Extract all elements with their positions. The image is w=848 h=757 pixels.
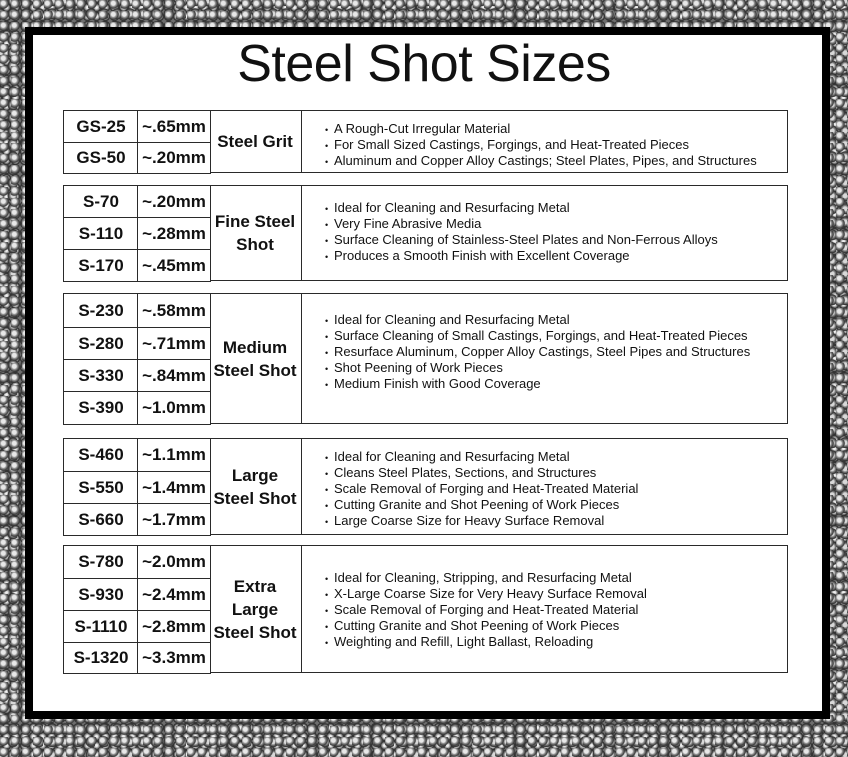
shot-size: ~.65mm [142,116,206,136]
shot-size: ~.20mm [142,148,206,167]
shot-size: ~.71mm [142,333,206,353]
size-cell [137,578,211,611]
code-cell [63,359,138,392]
category-label: Large Steel Shot [213,465,297,508]
code-cell [63,642,138,674]
size-cell [137,293,211,328]
code-cell [63,217,138,250]
code-cell [63,578,138,611]
shot-size: ~1.0mm [142,398,206,417]
shot-size: ~1.4mm [142,477,206,497]
size-group [63,293,788,424]
category-cell [210,438,302,535]
shot-size: ~.20mm [142,191,206,211]
code-cell [63,327,138,360]
feature-item: • Very Fine Abrasive Media [325,216,718,232]
shot-code: GS-50 [76,148,126,167]
shot-code: S-550 [78,477,124,497]
shot-size: ~2.4mm [142,584,206,604]
feature-item: • Aluminum and Copper Alloy Castings; Steel Plates, Pipes, and Structures [325,153,757,169]
code-cell [63,391,138,425]
feature-item: • A Rough-Cut Irregular Material [325,121,757,137]
size-cell [137,610,211,643]
shot-code: S-930 [78,584,124,604]
size-cell [137,503,211,536]
feature-item: • Large Coarse Size for Heavy Surface Removal [325,513,638,529]
code-cell [63,142,138,174]
size-cell [137,545,211,579]
feature-item: • Surface Cleaning of Small Castings, Forgings, and Heat-Treated Pieces [325,328,750,344]
shot-code: GS-25 [76,116,126,136]
size-group [63,110,788,173]
feature-item: • Cutting Granite and Shot Peening of Work Pieces [325,618,647,634]
size-cell [137,359,211,392]
size-cell [137,142,211,174]
feature-item: • For Small Sized Castings, Forgings, and Heat-Treated Pieces [325,137,757,153]
category-label: Medium Steel Shot [213,337,297,380]
size-cell [137,391,211,425]
shot-size: ~1.1mm [142,445,206,464]
shot-code: S-660 [78,509,124,529]
size-cell [137,327,211,360]
shot-size: ~3.3mm [142,648,206,667]
code-cell [63,471,138,504]
shot-code: S-330 [78,365,124,385]
feature-item: • Cleans Steel Plates, Sections, and Structures [325,465,638,481]
shot-size: ~1.7mm [142,509,206,529]
page-title: Steel Shot Sizes [237,35,611,93]
shot-size: ~.58mm [142,300,206,320]
category-cell [210,110,302,173]
description-cell [301,185,788,281]
feature-item: • Produces a Smooth Finish with Excellent Coverage [325,248,718,264]
size-cell [137,438,211,472]
shot-code: S-230 [78,300,124,320]
feature-item: • Resurface Aluminum, Copper Alloy Castings, Steel Pipes and Structures [325,344,750,360]
code-cell [63,503,138,536]
category-label: Extra Large Steel Shot [213,576,297,642]
shot-size: ~2.8mm [142,616,206,636]
code-cell [63,185,138,218]
size-cell [137,110,211,143]
feature-list [325,312,750,392]
description-cell [301,438,788,535]
category-cell [210,185,302,281]
shot-code: S-1320 [73,648,129,667]
feature-item: • Medium Finish with Good Coverage [325,376,750,392]
category-cell [210,545,302,673]
feature-item: • Ideal for Cleaning, Stripping, and Resurfacing Metal [325,570,647,586]
description-cell [301,110,788,173]
shot-code: S-1110 [74,616,128,636]
feature-item: • X-Large Coarse Size for Very Heavy Surface Removal [325,586,647,602]
shot-code: S-280 [78,333,124,353]
feature-item: • Cutting Granite and Shot Peening of Work Pieces [325,497,638,513]
size-group [63,185,788,281]
code-cell [63,249,138,282]
size-cell [137,471,211,504]
shot-code: S-390 [78,398,124,417]
shot-code: S-170 [78,255,124,275]
size-cell [137,217,211,250]
size-group [63,438,788,535]
feature-item: • Shot Peening of Work Pieces [325,360,750,376]
category-label: Steel Grit [217,132,293,151]
shot-code: S-70 [83,191,119,211]
feature-item: • Ideal for Cleaning and Resurfacing Metal [325,449,638,465]
description-cell [301,545,788,673]
feature-item: • Weighting and Refill, Light Ballast, Reloading [325,634,647,650]
description-cell [301,293,788,424]
shot-code: S-460 [78,445,124,464]
shot-size: ~2.0mm [142,552,206,571]
feature-item: • Scale Removal of Forging and Heat-Treated Material [325,602,647,618]
size-group [63,545,788,673]
feature-item: • Ideal for Cleaning and Resurfacing Metal [325,312,750,328]
code-cell [63,438,138,472]
category-label: Fine Steel Shot [214,212,296,254]
feature-list [325,200,718,264]
code-cell [63,610,138,643]
shot-size: ~.28mm [142,223,206,243]
feature-list [325,449,638,529]
size-cell [137,249,211,282]
code-cell [63,293,138,328]
category-cell [210,293,302,424]
feature-item: • Scale Removal of Forging and Heat-Treated Material [325,481,638,497]
code-cell [63,545,138,579]
feature-list [325,121,757,169]
size-cell [137,185,211,218]
shot-size: ~.45mm [142,255,206,275]
code-cell [63,110,138,143]
shot-size: ~.84mm [142,365,206,385]
shot-code: S-110 [78,223,124,243]
shot-code: S-780 [78,552,124,571]
feature-item: • Ideal for Cleaning and Resurfacing Metal [325,200,718,216]
size-cell [137,642,211,674]
feature-list [325,570,647,650]
feature-item: • Surface Cleaning of Stainless-Steel Plates and Non-Ferrous Alloys [325,232,718,248]
